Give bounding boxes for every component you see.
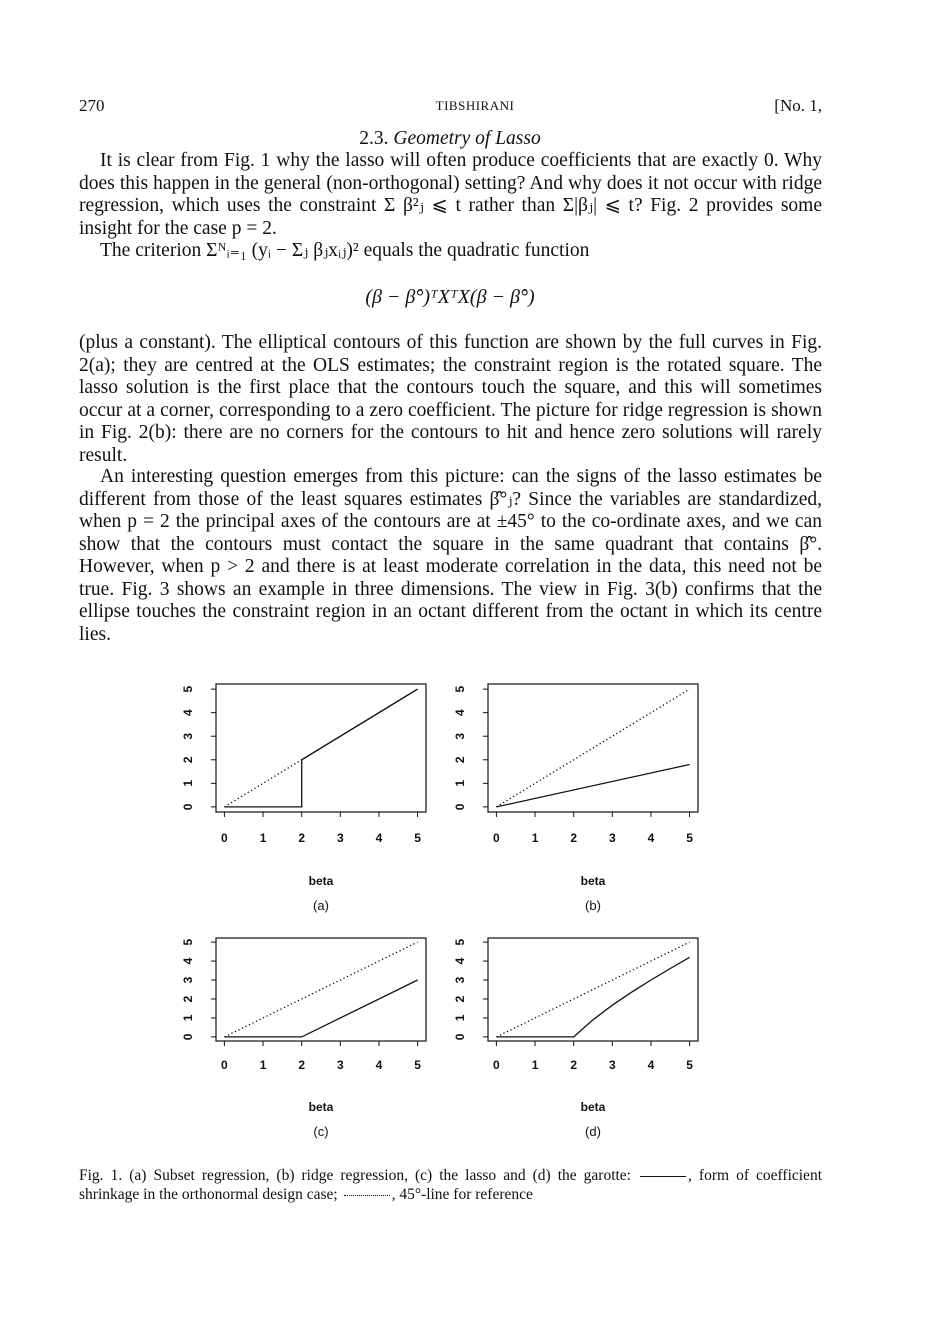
x-tick-label: 5 [686,831,693,845]
caption-text-2: , form of coefficient shrinkage in the orthonormal design case; [79,1167,822,1203]
shrinkage-line [224,980,417,1037]
section-number: 2.3. [359,128,389,149]
y-tick-label: 2 [181,995,195,1003]
plot-frame [216,938,426,1041]
y-tick-label: 2 [453,756,467,764]
x-tick-label: 4 [647,1058,655,1072]
running-head: TIBSHIRANI [435,98,515,113]
reference-45-line [224,942,417,1037]
paragraph-4: An interesting question emerges from this picture: can the signs of the lasso estimates be different from those of the least squares estimates β̂°ⱼ? Since the variables are standardized, when p = 2 the principal axes of the contours are at ±45° to the co-ordinate axes, and we can show that the contours must contact the square in the same quadrant that contains β̂°. However, when p > 2 and there is at least moderate correlation in the data, this need not be true. Fig. 3 shows an example in three dimensions. The view in Fig. 3(b) confirms that the ellipse touches the constraint region in an octant different from the octant in which its centre lies. [79,466,822,645]
y-tick-label: 2 [453,995,467,1003]
y-tick-label: 2 [181,756,195,764]
y-tick-label: 4 [181,957,195,965]
reference-45-line [496,689,689,807]
x-tick-label: 4 [375,831,383,845]
x-tick-label: 2 [570,831,578,845]
x-tick-label: 0 [493,1058,500,1072]
x-tick-label: 0 [221,831,228,845]
x-axis-label: beta [308,1100,334,1114]
paragraph-3: (plus a constant). The elliptical contours of this function are shown by the full curves in Fig. 2(a); they are centred at the OLS estimates; the constraint region is the rotated square. The lasso solution is the first place that the contours touch the square, and this will sometimes occur at a corner, corresponding to a zero coefficient. The picture for ridge regression is shown in Fig. 2(b): there are no corners for the contours to hit and hence zero solutions will rarely result. [79,332,822,466]
x-tick-label: 3 [608,831,616,845]
x-tick-label: 5 [414,1058,421,1072]
y-tick-label: 3 [181,976,195,984]
x-tick-label: 2 [570,1058,578,1072]
page-number: 270 [79,96,105,115]
panel-1 [181,684,426,913]
x-tick-label: 2 [298,1058,306,1072]
y-tick-label: 4 [453,709,467,717]
reference-45-line [224,689,417,807]
panel-label: (b) [585,898,601,913]
y-tick-label: 0 [181,803,195,811]
issue-number: [No. 1, [774,96,822,115]
section-title: Geometry of Lasso [393,128,541,149]
y-tick-label: 5 [181,938,195,946]
figure-caption [79,1166,822,1204]
y-tick-label: 5 [453,685,467,693]
quadratic-equation: (β − β̂°)ᵀXᵀX(β − β̂°) [365,286,535,308]
x-tick-label: 3 [336,1058,344,1072]
y-tick-label: 1 [453,1014,467,1022]
y-tick-label: 5 [181,685,195,693]
panel-label: (d) [585,1124,601,1139]
x-tick-label: 5 [414,831,421,845]
reference-45-line [496,942,689,1037]
caption-text-3: , 45°-line for reference [391,1186,533,1203]
y-tick-label: 0 [181,1033,195,1041]
x-tick-label: 1 [531,1058,539,1072]
x-tick-label: 1 [259,831,267,845]
x-tick-label: 0 [221,1058,228,1072]
y-tick-label: 1 [181,1014,195,1022]
x-tick-label: 3 [608,1058,616,1072]
y-tick-label: 0 [453,803,467,811]
paragraph-2: The criterion Σᴺᵢ₌₁ (yᵢ − Σⱼ βⱼxᵢⱼ)² equals the quadratic function [100,240,590,261]
x-tick-label: 5 [686,1058,693,1072]
plot-frame [488,938,698,1041]
x-axis-label: beta [308,874,334,888]
y-tick-label: 5 [453,938,467,946]
x-tick-label: 0 [493,831,500,845]
x-tick-label: 1 [531,831,539,845]
y-tick-label: 1 [453,779,467,787]
y-tick-label: 3 [453,732,467,740]
x-tick-label: 1 [259,1058,267,1072]
y-tick-label: 4 [453,957,467,965]
panel-label: (c) [313,1124,329,1139]
panel-4 [453,938,698,1139]
y-tick-label: 3 [453,976,467,984]
caption-text-1: (a) Subset regression, (b) ridge regression, (c) the lasso and (d) the garotte: [129,1167,631,1184]
y-tick-label: 4 [181,709,195,717]
panel-2 [453,684,698,913]
x-tick-label: 2 [298,831,306,845]
solid-line-legend-icon [640,1176,686,1177]
shrinkage-line [496,765,689,807]
y-tick-label: 0 [453,1033,467,1041]
y-tick-label: 3 [181,732,195,740]
shrinkage-line [496,957,689,1037]
caption-lead: Fig. 1. [79,1167,123,1184]
x-axis-label: beta [580,874,606,888]
x-tick-label: 4 [375,1058,383,1072]
paragraph-1: It is clear from Fig. 1 why the lasso will often produce coefficients that are exactly 0. Why does this happen in the general (non-orthogonal) setting? And why does it not occur with ridge regression, which uses the constraint Σ β²ⱼ ⩽ t rather than Σ|βⱼ| ⩽ t? Fig. 2 provides some insight for the case p = 2. [79,150,822,239]
panel-label: (a) [313,898,329,913]
dotted-line-legend-icon [344,1195,390,1196]
y-tick-label: 1 [181,779,195,787]
x-tick-label: 4 [647,831,655,845]
panel-3 [181,938,426,1139]
x-tick-label: 3 [336,831,344,845]
x-axis-label: beta [580,1100,606,1114]
